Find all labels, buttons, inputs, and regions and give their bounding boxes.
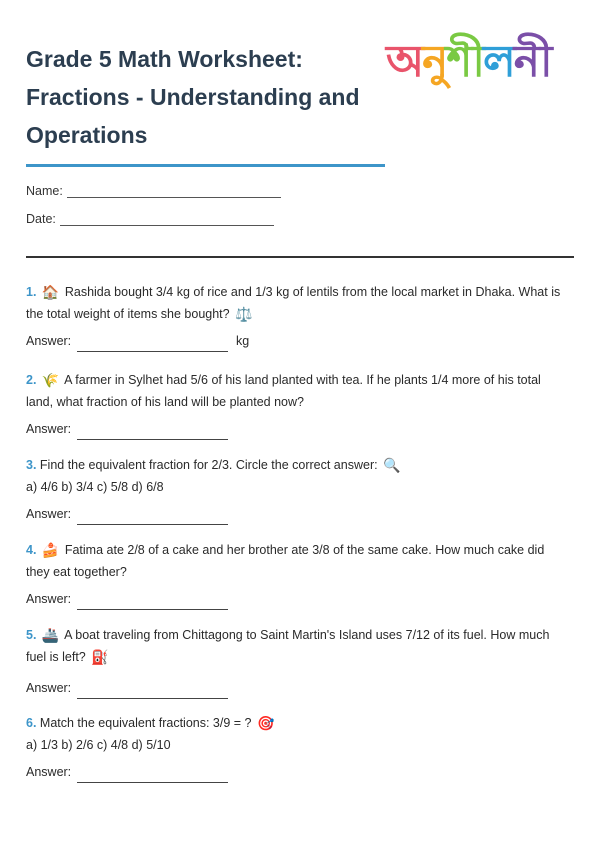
balance-scale-icon: ⚖️ xyxy=(235,306,253,322)
answer-options: a) 4/6 b) 3/4 c) 5/8 d) 6/8 xyxy=(26,480,164,494)
answer-input-line[interactable] xyxy=(77,337,228,352)
question-number: 2. xyxy=(26,373,37,387)
name-label: Name: xyxy=(26,184,63,198)
answer-input-line[interactable] xyxy=(77,595,228,610)
answer-row xyxy=(26,761,566,783)
answer-row xyxy=(26,588,566,610)
answer-row xyxy=(26,330,566,352)
answer-input-line[interactable] xyxy=(77,510,228,525)
question-body: Find the equivalent fraction for 2/3. Circle the correct answer: xyxy=(39,458,378,472)
question-text xyxy=(26,624,566,668)
date-label: Date: xyxy=(26,212,56,226)
question-4 xyxy=(26,539,566,610)
question-number: 6. xyxy=(26,716,37,730)
question-body: Match the equivalent fractions: 3/9 = ? xyxy=(39,716,252,730)
question-6 xyxy=(26,712,566,783)
question-number: 4. xyxy=(26,543,37,557)
magnifying-glass-icon: 🔍 xyxy=(383,457,401,473)
title-line-1: Grade 5 Math Worksheet: xyxy=(26,46,303,72)
question-text xyxy=(26,281,566,325)
question-number: 3. xyxy=(26,458,37,472)
name-field xyxy=(26,184,281,198)
answer-row xyxy=(26,418,566,440)
title-underline xyxy=(26,164,385,167)
question-1 xyxy=(26,281,566,352)
question-text xyxy=(26,369,566,413)
answer-options: a) 1/3 b) 2/6 c) 4/8 d) 5/10 xyxy=(26,738,171,752)
answer-row xyxy=(26,677,566,699)
house-icon: 🏠 xyxy=(41,284,60,300)
question-number: 1. xyxy=(26,285,37,299)
page-title xyxy=(26,40,406,154)
question-5 xyxy=(26,624,566,699)
anushiloni-logo xyxy=(386,22,576,92)
question-body: A farmer in Sylhet had 5/6 of his land planted with tea. If he plants 1/4 more of his total land, what fraction of his land will be planted now? xyxy=(26,373,541,409)
answer-input-line[interactable] xyxy=(77,425,228,440)
question-text xyxy=(26,712,566,756)
logo-part-3: শী xyxy=(446,36,483,87)
target-icon: 🎯 xyxy=(257,715,275,731)
title-line-2: Fractions - Understanding and xyxy=(26,84,360,110)
answer-label: Answer: xyxy=(26,765,72,779)
question-body: Fatima ate 2/8 of a cake and her brother ate 3/8 of the same cake. How much cake did they eat together? xyxy=(26,543,545,579)
question-number: 5. xyxy=(26,628,37,642)
question-body: Rashida bought 3/4 kg of rice and 1/3 kg of lentils from the local market in Dhaka. What is the total weight of items she bought? xyxy=(26,285,561,321)
title-line-3: Operations xyxy=(26,122,148,148)
name-input-line[interactable] xyxy=(67,185,281,198)
answer-label: Answer: xyxy=(26,592,72,606)
fuel-pump-icon: ⛽ xyxy=(91,649,109,665)
answer-label: Answer: xyxy=(26,681,72,695)
answer-unit: kg xyxy=(236,334,250,348)
answer-label: Answer: xyxy=(26,334,72,348)
sheaf-of-rice-icon: 🌾 xyxy=(41,372,60,388)
answer-label: Answer: xyxy=(26,422,72,436)
logo-part-2: নু xyxy=(422,36,447,87)
date-field xyxy=(26,212,274,226)
answer-label: Answer: xyxy=(26,507,72,521)
date-input-line[interactable] xyxy=(60,213,274,226)
ship-icon: 🚢 xyxy=(41,627,60,643)
logo-part-4: ল xyxy=(483,36,514,87)
logo-part-5: নী xyxy=(513,36,551,87)
question-text xyxy=(26,454,566,498)
question-text xyxy=(26,539,566,583)
cake-slice-icon: 🍰 xyxy=(41,542,60,558)
question-body: A boat traveling from Chittagong to Saint Martin's Island uses 7/12 of its fuel. How much fuel is left? xyxy=(26,628,550,664)
question-3 xyxy=(26,454,566,525)
answer-input-line[interactable] xyxy=(77,768,228,783)
answer-row xyxy=(26,503,566,525)
logo-part-1: অ xyxy=(386,36,423,87)
question-2 xyxy=(26,369,566,440)
answer-input-line[interactable] xyxy=(77,684,228,699)
section-divider xyxy=(26,256,574,258)
